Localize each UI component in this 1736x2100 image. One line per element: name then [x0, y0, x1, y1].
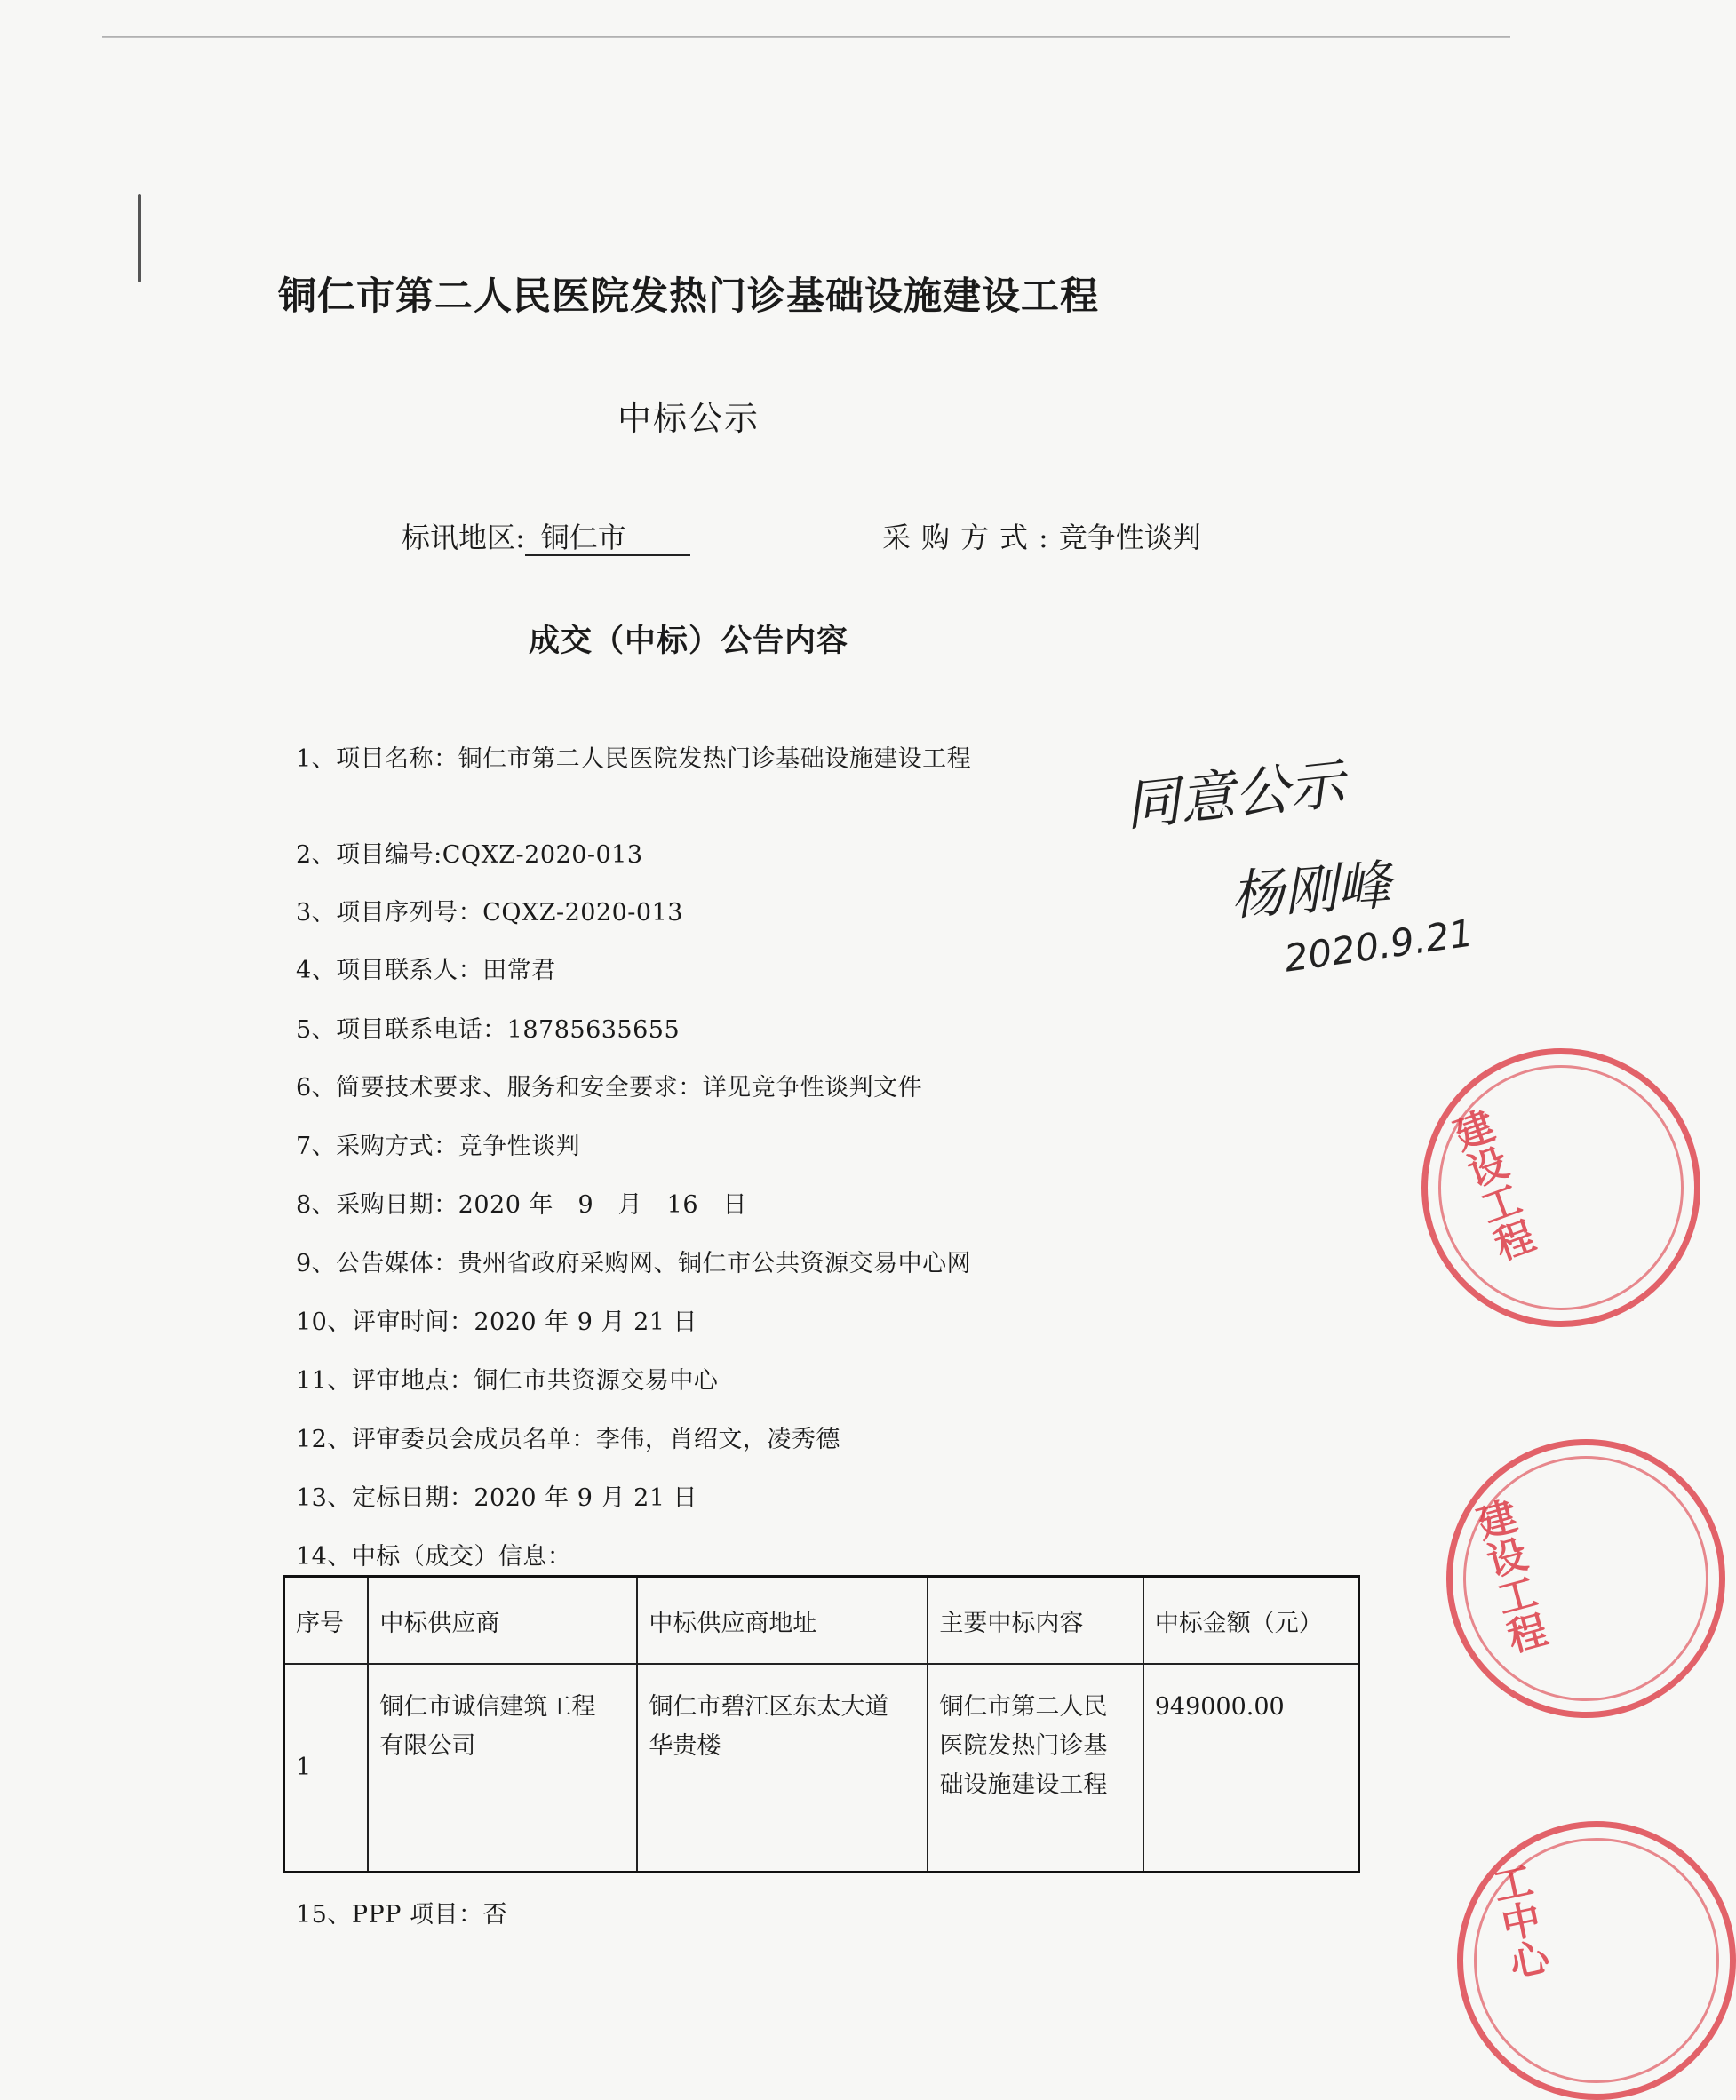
item-procurement-method: 7、采购方式：竞争性谈判 [296, 1133, 581, 1160]
item-contact-person: 4、项目联系人：田常君 [296, 957, 556, 984]
seal-text: 建设工程 [1442, 1104, 1539, 1268]
region-row [402, 515, 690, 556]
document-title: 铜仁市第二人民医院发热门诊基础设施建设工程 [278, 274, 1099, 319]
handwritten-signature: 杨刚峰 [1229, 854, 1393, 928]
method-row [882, 515, 1201, 556]
cell-seq: 1 [284, 1664, 369, 1873]
handwritten-approval: 同意公示 [1121, 751, 1348, 839]
header-address: 中标供应商地址 [637, 1577, 928, 1665]
content-line: 医院发热门诊基 [939, 1732, 1108, 1760]
scan-border-line [102, 36, 1510, 38]
table-header-row [284, 1577, 1359, 1665]
address-line: 华贵楼 [649, 1732, 721, 1760]
item-project-code: 2、项目编号:CQXZ-2020-013 [296, 841, 643, 869]
item-review-time: 10、评审时间：2020 年 9 月 21 日 [296, 1309, 698, 1336]
item-review-location: 11、评审地点：铜仁市共资源交易中心 [296, 1367, 719, 1395]
cell-address [637, 1664, 928, 1873]
header-content: 主要中标内容 [928, 1577, 1143, 1665]
red-seal-stamp [1457, 1821, 1736, 2100]
item-project-serial: 3、项目序列号：CQXZ-2020-013 [296, 899, 683, 927]
header-amount: 中标金额（元） [1143, 1577, 1359, 1665]
address-line: 铜仁市碧江区东太大道 [649, 1693, 889, 1721]
header-seq: 序号 [284, 1577, 369, 1665]
header-supplier: 中标供应商 [368, 1577, 637, 1665]
cell-amount: 949000.00 [1143, 1664, 1359, 1873]
item-award-info: 14、中标（成交）信息： [296, 1543, 572, 1571]
item-contact-phone: 5、项目联系电话：18785635655 [296, 1016, 681, 1044]
method-label: 采购方式: [882, 521, 1059, 554]
bid-result-table [283, 1575, 1360, 1873]
supplier-line: 铜仁市诚信建筑工程 [379, 1693, 596, 1721]
seal-text: 工中心 [1482, 1859, 1552, 1984]
cell-supplier [368, 1664, 637, 1873]
cell-content [928, 1664, 1143, 1873]
red-seal-stamp [1446, 1439, 1725, 1718]
seal-text: 建设工程 [1466, 1495, 1550, 1659]
section-heading: 成交（中标）公告内容 [528, 623, 848, 659]
document-subtitle: 中标公示 [617, 399, 760, 438]
item-media: 9、公告媒体：贵州省政府采购网、铜仁市公共资源交易中心网 [296, 1250, 972, 1277]
region-value: 铜仁市 [525, 521, 690, 556]
table-row [284, 1664, 1359, 1873]
content-line: 铜仁市第二人民 [939, 1693, 1108, 1721]
method-value: 竞争性谈判 [1058, 521, 1201, 554]
item-procurement-date: 8、采购日期：2020 年 9 月 16 日 [296, 1191, 748, 1219]
supplier-line: 有限公司 [379, 1732, 476, 1760]
handwritten-date: 2020.9.21 [1281, 911, 1477, 981]
item-project-name: 1、项目名称：铜仁市第二人民医院发热门诊基础设施建设工程 [296, 745, 972, 773]
item-ppp: 15、PPP 项目：否 [296, 1901, 507, 1929]
item-award-date: 13、定标日期：2020 年 9 月 21 日 [296, 1484, 698, 1512]
item-requirements: 6、简要技术要求、服务和安全要求：详见竞争性谈判文件 [296, 1074, 923, 1102]
region-label: 标讯地区: [402, 521, 525, 554]
content-line: 础设施建设工程 [939, 1771, 1108, 1799]
item-committee: 12、评审委员会成员名单：李伟，肖绍文，凌秀德 [296, 1426, 840, 1453]
red-seal-stamp [1421, 1048, 1700, 1327]
